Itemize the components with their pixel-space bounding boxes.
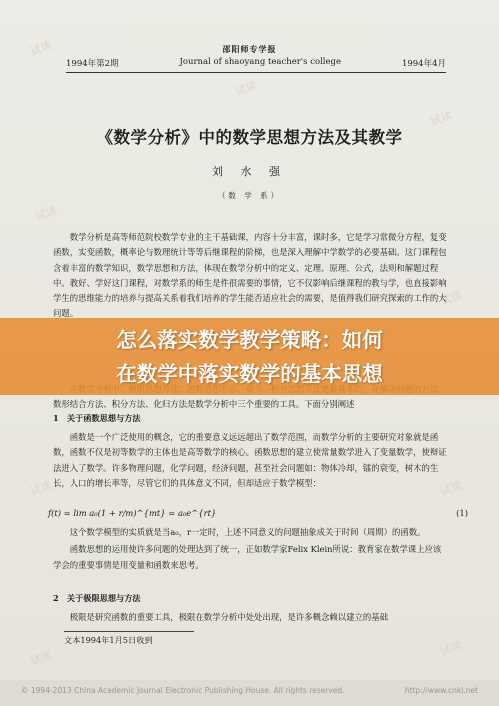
watermark: 试读 <box>438 638 464 659</box>
section-function-text: 函数是一个广泛使用的概念，它的重要意义远远超出了数学范围，而数学分析的主要研究对象就是函数，函数不仅是初等数学的主体也是高等数学的核心。函数思想的建立使常量数学进入了变量数学，使辩证法进入了数学。许多物理问题，化学问题，经济问题，甚至社会问题如：物体冷却，镭的衰变，树木的生长，人口的增长率等，尽管它们的具体意义不同，但却适应于数学模型： <box>53 432 447 488</box>
intro-continued-text: 数形结合方法、积分方法、化归方法是数学分析中三个重要的工具。下面分别阐述 <box>53 399 355 410</box>
section-limit-text: 极限是研究函数的重要工具，极限在数学分析中处处出现，是许多概念赖以建立的基础 <box>69 612 389 622</box>
watermark: 试读 <box>28 478 54 499</box>
after-formula-text-1: 这个数学模型的实质就是当a₀，r一定时，上述不同意义的问题抽象成关于时间（周期）的函数。 <box>69 527 426 537</box>
cnki-link[interactable]: http://www.cnki.net <box>404 686 478 695</box>
issue-label: 1994年第2期 <box>66 59 119 69</box>
copyright-text: © 1994-2013 China Academic Journal Electronic Publishing House. All rights reserved. <box>21 686 345 695</box>
watermark: 试读 <box>428 108 454 129</box>
author-affiliation: （数 学 系） <box>217 191 282 200</box>
formula-expression: f(t) = lim a₀(1 + r/m)^{mt} = a₀e^{rt} <box>48 508 217 518</box>
copyright-footer <box>0 680 499 706</box>
watermark: 试读 <box>438 288 464 309</box>
journal-header <box>66 57 446 73</box>
overlay-title <box>0 323 499 391</box>
journal-name: 邵阳师专学报 <box>222 44 277 54</box>
issue-date: 1994年4月 <box>401 59 446 69</box>
intro-text: 数学分析是高等师范院校数学专业的主干基础课，内容十分丰富，课时多，它是学习常微分方程，复变函数，实变函数，概率论与数理统计等等后继课程的阶梯，也是深入理解中学数学的必要基础。这门课程包含着丰富的数学知识，数学思想和方法，体现在数学分析中的定义、定理、原理、公式，法则和解题过程中。教好、学好这门课程，对数学系的师生是件很需要的事情，它不仅影响后继课程的教与学，也直接影响学生的思维能力的培养与提高关系着我们培养的学生能否适应社会的需要，是值得我们研究探索的工作的大问题。 <box>53 232 447 319</box>
section-heading-limit: 2 关于极限思想与方法 <box>53 593 141 603</box>
after-formula-text-2: 函数思想的运用使许多问题的处理达到了统一，正如数学家Felix Klein所说：教育家在数学课上应该学会的重要事情是用变量和函数来思考。 <box>53 544 442 570</box>
section-function-paragraph <box>53 430 447 491</box>
overlay-title-line-2: 在数学中落实数学的基本思想 <box>116 362 383 386</box>
section-limit-paragraph <box>53 610 447 625</box>
watermark: 试读 <box>28 38 54 59</box>
overlay-title-line-1: 怎么落实数学教学策略：如何 <box>116 328 383 352</box>
watermark: 试读 <box>233 78 259 99</box>
watermark: 试读 <box>33 203 59 224</box>
received-date: 文本1994年1月5日收到 <box>64 631 194 646</box>
intro-paragraph <box>53 230 447 322</box>
article-title: 《数学分析》中的数学思想方法及其教学 <box>96 128 403 147</box>
watermark: 试读 <box>28 648 54 669</box>
section-heading-function: 1 关于函数思想与方法 <box>53 413 141 423</box>
title-overlay-banner <box>0 318 499 395</box>
article-author: 刘 水 强 <box>212 165 287 178</box>
after-formula-paragraph <box>53 525 447 573</box>
formula-number: (1) <box>456 508 468 518</box>
watermark: 试读 <box>438 478 464 499</box>
journal-english-name: Journal of shaoyang teacher's college <box>179 57 342 67</box>
formula <box>48 508 468 518</box>
